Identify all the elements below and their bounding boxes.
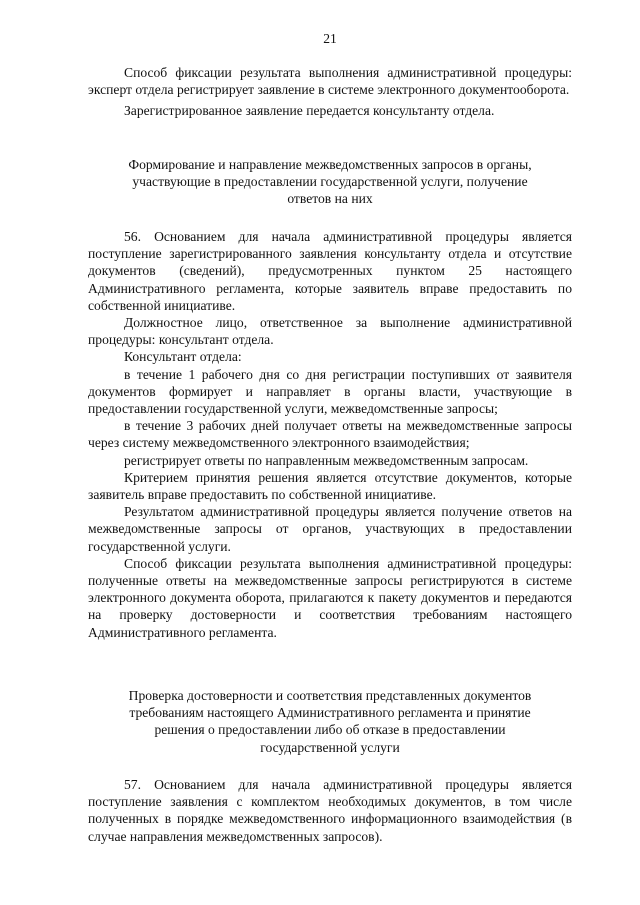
paragraph-step-register: регистрирует ответы по направленным межведомственным запросам. xyxy=(124,452,529,468)
paragraph-procedure-result: Результатом административной процедуры является получение ответов на межведомственные запросы от органов, участвующих в предоставлении государственной услуги. xyxy=(88,504,572,554)
heading-line: Проверка достоверности и соответствия представленных документов xyxy=(128,688,532,703)
heading-document-verification xyxy=(88,687,572,756)
heading-interagency-requests xyxy=(88,156,572,208)
section-clause-57 xyxy=(88,776,572,845)
paragraph-step-1-day: в течение 1 рабочего дня со дня регистрации поступивших от заявителя документов формирует и направляет в органы власти, участвующие в предоставлении государственной услуги, межведомственные запросы; xyxy=(88,366,572,417)
paragraph-result-fixation: Способ фиксации результата выполнения административной процедуры: полученные ответы на межведомственные запросы регистрируются в системе электронного документа оборота, прилагаются к пакету документов и передаются на проверку достоверности и соответствия требованиям настоящего Административного регламента. xyxy=(88,555,572,640)
heading-line: ответов на них xyxy=(287,191,373,207)
heading-line: государственной услуги xyxy=(260,739,400,755)
heading-line: требованиям настоящего Административного регламента и принятие xyxy=(129,705,531,721)
heading-line: Формирование и направление межведомственных запросов в органы, xyxy=(128,157,532,172)
paragraph-responsible-official: Должностное лицо, ответственное за выполнение административной процедуры: консультант отдела. xyxy=(88,315,572,348)
paragraph-step-3-days: в течение 3 рабочих дней получает ответы на межведомственные запросы через систему межведомственного электронного взаимодействия; xyxy=(88,418,572,451)
section-procedure-registration xyxy=(88,64,572,120)
page-number: 21 xyxy=(323,31,337,46)
paragraph-decision-criterion: Критерием принятия решения является отсутствие документов, которые заявитель вправе предоставить по собственной инициативе. xyxy=(88,469,572,503)
paragraph-consultant-heading: Консультант отдела: xyxy=(124,349,242,365)
heading-line: решения о предоставлении либо об отказе в предоставлении xyxy=(154,722,506,738)
section-clause-56 xyxy=(88,228,572,641)
paragraph-clause-56: 56. Основанием для начала административной процедуры является поступление зарегистрированного заявления консультанту отдела и отсутствие документов (сведений), предусмотренных пунктом 25 настоящего Административного регламента, которые заявитель вправе предоставить по собственной инициативе. xyxy=(88,229,572,313)
paragraph-fixation-method: Способ фиксации результата выполнения административной процедуры: эксперт отдела регистрирует заявление в системе электронного документооборота. xyxy=(88,65,572,98)
paragraph-registered-application: Зарегистрированное заявление передается консультанту отдела. xyxy=(124,103,495,119)
paragraph-clause-57: 57. Основанием для начала административной процедуры является поступление заявления с комплектом необходимых документов, в том числе полученных в порядке межведомственного информационного взаимодействия (в случае направления межведомственных запросов). xyxy=(88,777,572,844)
heading-line: участвующие в предоставлении государственной услуги, получение xyxy=(132,174,528,190)
